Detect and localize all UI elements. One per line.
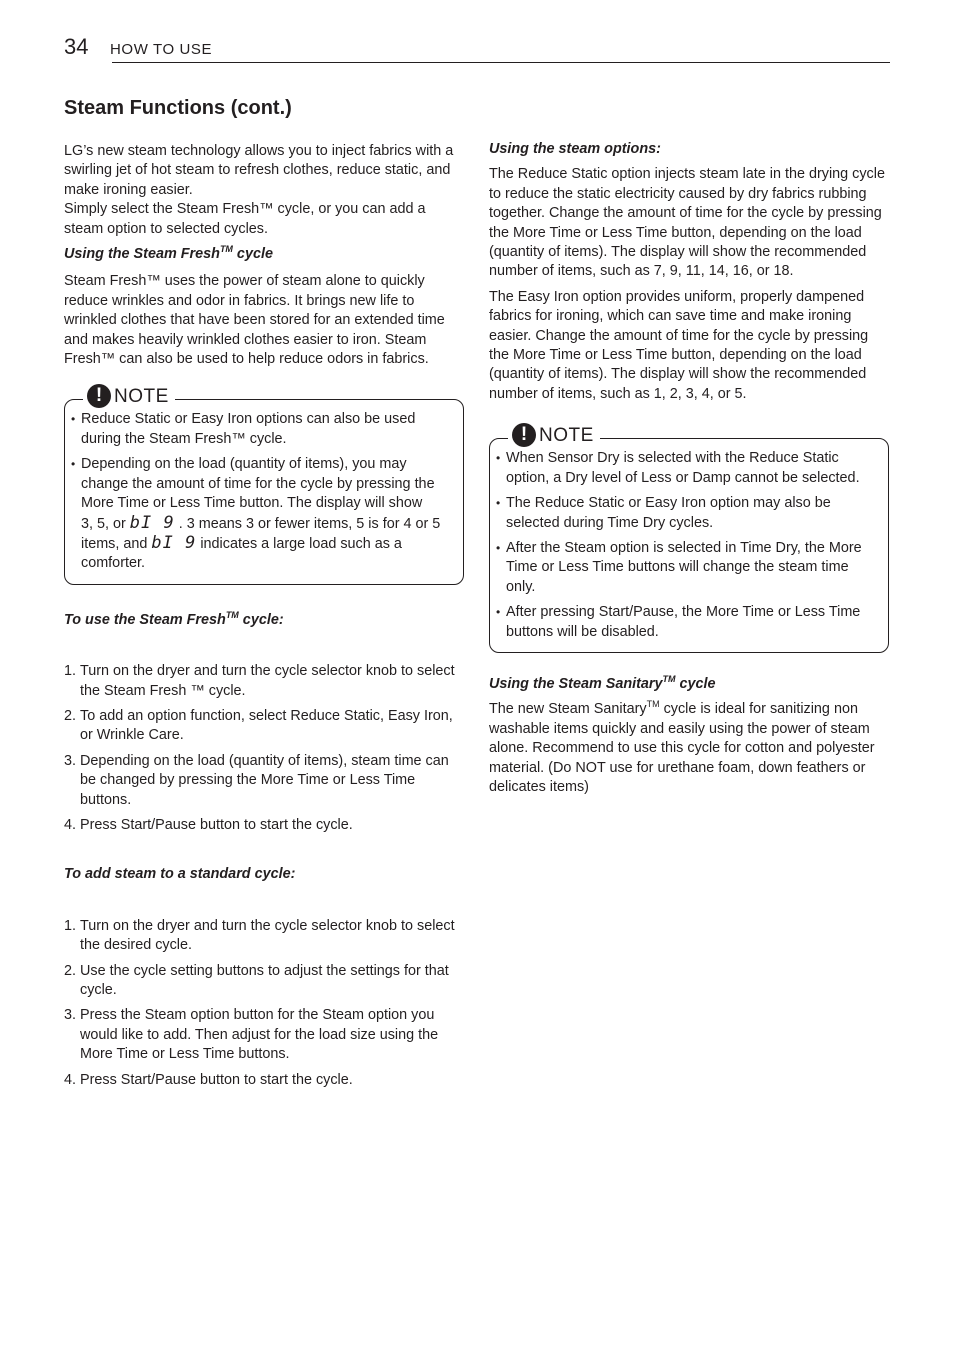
header-divider bbox=[112, 62, 890, 63]
note-item: • Reduce Static or Easy Iron options can also be used during the Steam Fresh™ cycle. bbox=[71, 410, 451, 449]
list-item: 4. Press Start/Pause button to start the cycle. bbox=[64, 1071, 353, 1088]
note-header bbox=[508, 422, 600, 448]
note-box bbox=[489, 424, 889, 653]
list-item: 3. Depending on the load (quantity of items), steam time can be changed by pressing the More Time or Less Time buttons. bbox=[64, 752, 449, 808]
note-box bbox=[64, 385, 464, 584]
page-title: Steam Functions (cont.) bbox=[64, 97, 292, 119]
left-column bbox=[64, 142, 464, 1096]
note-item: • The Reduce Static or Easy Iron option may also be selected during Time Dry cycles. bbox=[496, 494, 876, 533]
to-use-steps bbox=[64, 662, 464, 835]
intro-paragraph-2: Simply select the Steam Fresh™ cycle, or you can add a steam option to selected cycles. bbox=[64, 201, 426, 237]
note-title: NOTE bbox=[114, 385, 169, 407]
list-item: 2. To add an option function, select Reduce Static, Easy Iron, or Wrinkle Care. bbox=[64, 707, 453, 744]
warning-icon: ! bbox=[87, 384, 111, 408]
list-item: 4. Press Start/Pause button to start the cycle. bbox=[64, 816, 353, 833]
steam-sanitary-heading: Using the Steam Sanitary™ cycle bbox=[489, 674, 716, 692]
list-item: 1. Turn on the dryer and turn the cycle selector knob to select the desired cycle. bbox=[64, 917, 455, 954]
page-header bbox=[64, 33, 890, 65]
intro-paragraph: LG’s new steam technology allows you to inject fabrics with a swirling jet of hot steam to refresh clothes, reduce static, and make ironing easier. bbox=[64, 143, 454, 198]
list-item: 2. Use the cycle setting buttons to adjust the settings for that cycle. bbox=[64, 962, 449, 998]
list-item: 1. Turn on the dryer and turn the cycle selector knob to select the Steam Fresh ™ cycle. bbox=[64, 663, 455, 699]
note-item: • When Sensor Dry is selected with the Reduce Static option, a Dry level of Less or Damp cannot be selected. bbox=[496, 449, 876, 488]
list-item: 3. Press the Steam option button for the Steam option you would like to add. Then adjust for the load size using the More Time or Less Time buttons. bbox=[64, 1007, 439, 1063]
warning-icon: ! bbox=[512, 423, 536, 447]
steam-sanitary-body: The new Steam Sanitary™ cycle is ideal for sanitizing non washable items quickly and easily using the power of steam alone. Recommend to use this cycle for cotton and polyester material. (Do NOT use for urethane foam, down feathers or delicates items) bbox=[489, 699, 875, 795]
page-number: 34 bbox=[64, 34, 89, 59]
display-big-glyph: bI 9 bbox=[151, 532, 197, 553]
display-big-glyph: bI 9 bbox=[129, 512, 175, 533]
note-header bbox=[83, 383, 175, 409]
easy-iron-paragraph: The Easy Iron option provides uniform, properly dampened fabrics for ironing, which can save time and make ironing easier. Change the amount of time for the cycle by pressing the More Time or Less Time button, depending on the load (quantity of items). The display will show the recommended number of items, such as 1, 2, 3, 4, or 5. bbox=[489, 288, 869, 402]
note-item: • After pressing Start/Pause, the More Time or Less Time buttons will be disabled. bbox=[496, 603, 876, 642]
steam-fresh-heading: Using the Steam Fresh™ cycle bbox=[64, 244, 273, 263]
reduce-static-paragraph: The Reduce Static option injects steam late in the drying cycle to reduce the static electricity caused by dry fabrics rubbing together. Change the amount of time for the cycle by pressing the More Time or Less Time button, depending on the load (quantity of items). The display will show the recommended number of items, such as 7, 9, 11, 14, 16, or 18. bbox=[489, 166, 885, 280]
right-column bbox=[489, 140, 889, 803]
note-title: NOTE bbox=[539, 424, 594, 446]
steam-fresh-body: Steam Fresh™ uses the power of steam alone to quickly reduce wrinkles and odor in fabrics. It brings new life to wrinkled clothes that have been stored for an extended time and makes heavily wrinkled clothes easier to iron. Steam Fresh™ can also be used to help reduce odors in fabrics. bbox=[64, 273, 445, 368]
steam-options-heading: Using the steam options: bbox=[489, 141, 661, 157]
note-item: • After the Steam option is selected in Time Dry, the More Time or Less Time buttons will change the steam time only. bbox=[496, 539, 876, 597]
section-label: HOW TO USE bbox=[110, 41, 213, 58]
add-steam-heading: To add steam to a standard cycle: bbox=[64, 866, 296, 883]
note-item: • Depending on the load (quantity of items), you may change the amount of time for the cycle by pressing the More Time or Less Time button. The display will show 3, 5, or bI 9 . 3 means 3 or fewer items, 5 is for 4 or 5 items, and bI 9 indicates a large load such as a comforter. bbox=[71, 455, 451, 573]
to-use-heading: To use the Steam Fresh™ cycle: bbox=[64, 609, 284, 628]
add-steam-steps bbox=[64, 917, 464, 1090]
